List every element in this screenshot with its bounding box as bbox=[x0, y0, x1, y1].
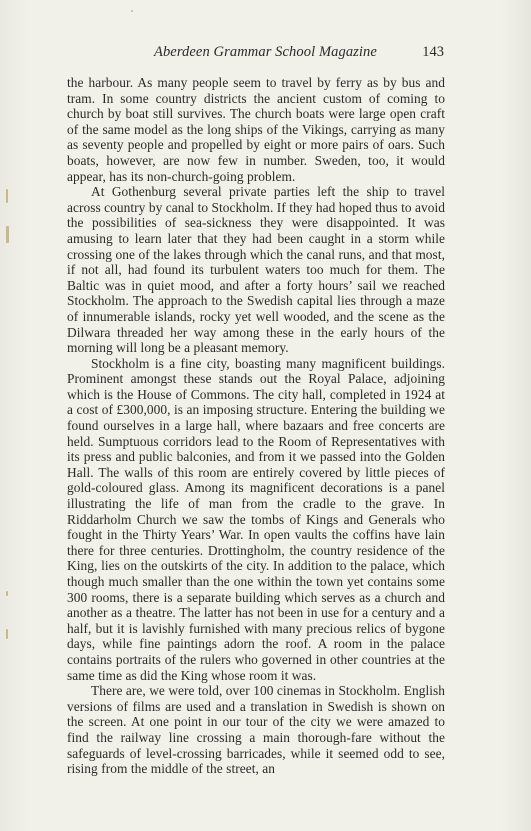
margin-mark bbox=[6, 189, 8, 203]
paragraph-2: At Gothenburg several private parties left the ship to travel across country by canal to Stockholm. If they had hoped thus to avoid the possibilities of sea-sickness they were disappointed. It was amusing to learn later that they had been caught in a storm while crossing one of the lakes through which the canal runs, and that most, if not all, had found its turbulent waters too much for them. The Baltic was in quiet mood, and after a forty hours’ sail we reached Stockholm. The approach to the Swedish capital lies through a maze of innumerable islands, rocky yet well wooded, and the scene as the Dilwara threaded her way among these in the early hours of the morning will long be a pleasant memory. bbox=[67, 184, 445, 356]
margin-mark bbox=[6, 629, 8, 639]
page-number: 143 bbox=[422, 44, 444, 60]
paragraph-1: the harbour. As many people seem to travel by ferry as by bus and tram. In some country districts the ancient custom of coming to church by boat still survives. The church boats were large open craft of the same model as the long ships of the Vikings, carrying as many as seventy people and propelled by eight or more pairs of oars. Such boats, however, are now few in number. Sweden, too, it would appear, has its non-church-going problem. bbox=[67, 75, 445, 184]
paper-speck bbox=[131, 10, 133, 12]
margin-mark bbox=[6, 591, 8, 596]
running-head bbox=[66, 44, 444, 64]
paragraph-3: Stockholm is a fine city, boasting many magnificent buildings. Prominent amongst these stands out the Royal Palace, adjoining which is the House of Commons. The city hall, completed in 1924 at a cost of £300,000, is an imposing structure. Entering the building we found ourselves in a large hall, where bazaars and free concerts are held. Sumptuous corridors lead to the Room of Representatives with its press and public balconies, and from it we passed into the Golden Hall. The walls of this room are entirely covered by little pieces of gold-coloured glass. Among its magnificent decorations is a panel illustrating the life of man from the cradle to the grave. In Riddarholm Church we saw the tombs of Kings and Generals who fought in the Thirty Years’ War. In open vaults the coffins have lain there for three centuries. Drottingholm, the country residence of the King, lies on the outskirts of the city. In addition to the palace, which though much smaller than the one within the town yet contains some 300 rooms, there is a separate building which serves as a church and another as a theatre. The latter has not been in use for a century and a half, but it is lavishly furnished with many precious relics of bygone days, while fine paintings adorn the roof. A room in the palace contains portraits of the rulers who governed in other countries at the same time as did the King whose room it was. bbox=[67, 355, 445, 683]
margin-mark bbox=[6, 226, 9, 243]
paragraph-4: There are, we were told, over 100 cinemas in Stockholm. English versions of films are used and a translation in Swedish is shown on the screen. At one point in our tour of the city we were amazed to find the railway line crossing a main thorough-fare without the safeguards of level-crossing barricades, while it seemed odd to see, rising from the middle of the street, an bbox=[67, 683, 445, 777]
running-title: Aberdeen Grammar School Magazine bbox=[154, 44, 377, 60]
body-text bbox=[67, 75, 445, 777]
